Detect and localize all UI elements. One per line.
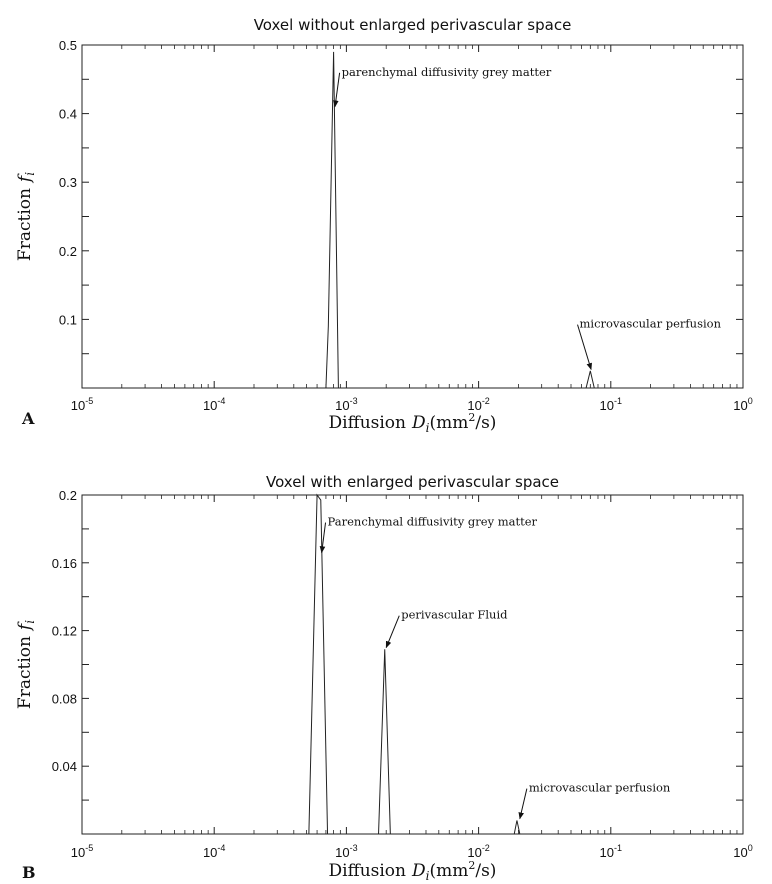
x-tick-label: $10^{-4}$ (202, 396, 226, 413)
chart-title: Voxel without enlarged perivascular space (253, 16, 572, 34)
y-tick-label: 0.5 (58, 38, 77, 53)
x-tick-label: $10^0$ (733, 396, 753, 413)
y-tick-label: 0.1 (58, 312, 77, 328)
annotation-label: perivascular Fluid (401, 607, 508, 622)
y-axis-label: Fractionf$_i$ (15, 171, 37, 262)
annotation-arrow (386, 616, 399, 648)
annotation-label: parenchymal diffusivity grey matter (341, 64, 552, 79)
x-tick-label: $10^{-3}$ (335, 396, 358, 413)
chart-panel-b (15, 473, 753, 883)
x-tick-label: $10^{-5}$ (70, 843, 94, 860)
annotation-arrow (335, 73, 340, 107)
x-tick-label: $10^{-1}$ (599, 843, 623, 860)
x-tick-label: $10^{-1}$ (599, 396, 623, 413)
annotation-label: microvascular perfusion (528, 780, 671, 795)
y-axis-label: Fractionf$_i$ (15, 619, 37, 710)
x-tick-label: $10^0$ (733, 843, 753, 860)
y-tick-label: 0.16 (51, 555, 77, 571)
panel-label: B (22, 863, 36, 882)
plot-frame (82, 45, 743, 388)
x-tick-label: $10^{-3}$ (335, 843, 358, 860)
x-axis-label: Diffusion $D_i(mm^2/s)$ (328, 411, 497, 435)
annotation-label: Parenchymal diffusivity grey matter (327, 514, 538, 529)
x-tick-label: $10^{-5}$ (70, 396, 94, 413)
x-axis-label: Diffusion $D_i(mm^2/s)$ (328, 859, 497, 883)
annotation-arrow (578, 325, 592, 370)
x-tick-label: $10^{-2}$ (467, 843, 490, 860)
annotation-arrow (520, 789, 527, 819)
y-tick-label: 0.4 (58, 106, 77, 122)
y-tick-label: 0.04 (51, 759, 77, 775)
y-tick-label: 0.3 (58, 175, 77, 191)
y-tick-label: 0.12 (51, 623, 77, 639)
x-tick-label: $10^{-4}$ (202, 843, 226, 860)
annotation-arrow (322, 523, 326, 553)
panel-label: A (22, 409, 35, 428)
y-tick-label: 0.2 (58, 243, 77, 259)
chart-title: Voxel with enlarged perivascular space (265, 473, 560, 491)
series-line-0 (82, 52, 743, 388)
annotation-label: microvascular perfusion (579, 316, 722, 331)
chart-panel-a (15, 16, 753, 435)
y-tick-label: 0.2 (58, 488, 77, 503)
x-tick-label: $10^{-2}$ (467, 396, 490, 413)
y-tick-label: 0.08 (51, 691, 77, 707)
